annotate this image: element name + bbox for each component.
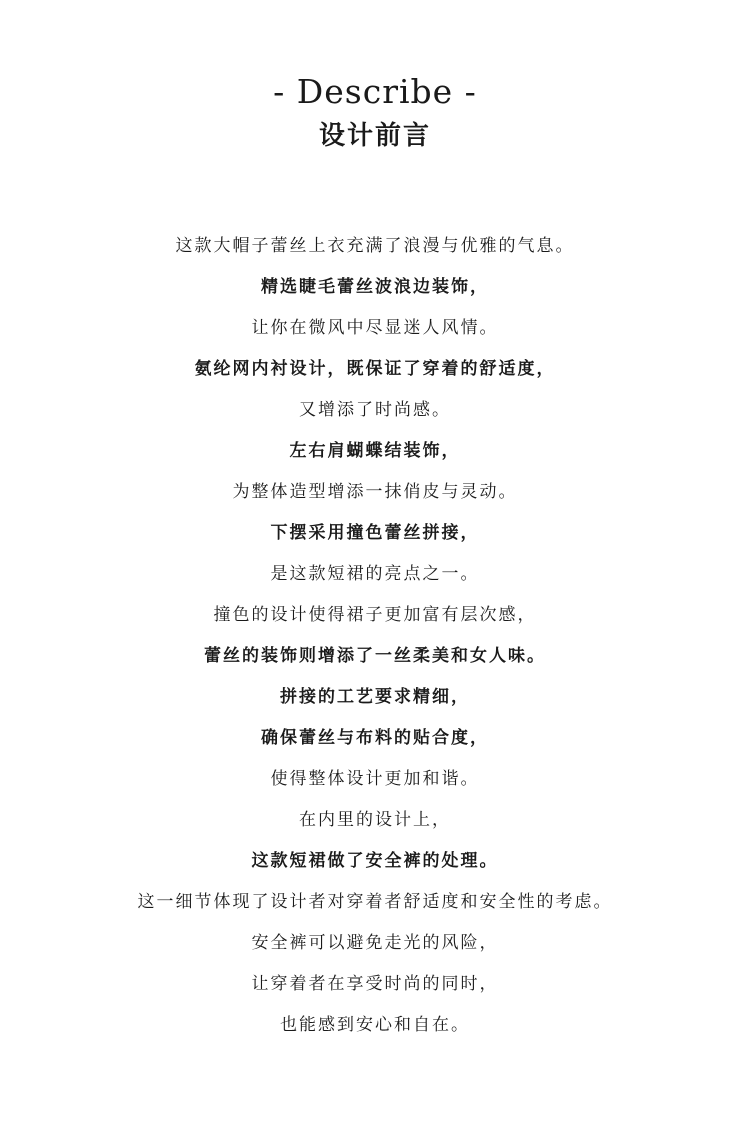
description-line: 也能感到安心和自在。 xyxy=(280,1015,470,1035)
description-line: 让穿着者在享受时尚的同时， xyxy=(251,974,499,994)
description-line: 确保蕾丝与布料的贴合度， xyxy=(261,728,489,748)
description-line: 是这款短裙的亮点之一。 xyxy=(270,564,480,584)
description-line: 左右肩蝴蝶结装饰， xyxy=(289,441,461,461)
heading-chinese: 设计前言 xyxy=(318,121,431,151)
description-line: 这款短裙做了安全裤的处理。 xyxy=(251,851,499,871)
heading-english: - Describe - xyxy=(273,72,477,111)
description-line: 让你在微风中尽显迷人风情。 xyxy=(251,318,499,338)
description-line: 这款大帽子蕾丝上衣充满了浪漫与优雅的气息。 xyxy=(175,236,575,256)
description-line: 安全裤可以避免走光的风险， xyxy=(251,933,499,953)
description-line: 又增添了时尚感。 xyxy=(299,400,451,420)
description-body xyxy=(0,226,750,1046)
description-line: 精选睫毛蕾丝波浪边装饰， xyxy=(261,277,489,297)
description-line: 拼接的工艺要求精细， xyxy=(280,687,470,707)
description-line: 下摆采用撞色蕾丝拼接， xyxy=(270,523,480,543)
section-heading xyxy=(0,70,750,156)
description-line: 蕾丝的装饰则增添了一丝柔美和女人味。 xyxy=(204,646,546,666)
description-line: 在内里的设计上， xyxy=(299,810,451,830)
description-line: 氨纶网内衬设计，既保证了穿着的舒适度， xyxy=(194,359,556,379)
description-line: 为整体造型增添一抹俏皮与灵动。 xyxy=(232,482,518,502)
description-line: 撞色的设计使得裙子更加富有层次感， xyxy=(213,605,537,625)
description-line: 这一细节体现了设计者对穿着者舒适度和安全性的考虑。 xyxy=(137,892,613,912)
description-line: 使得整体设计更加和谐。 xyxy=(270,769,480,789)
